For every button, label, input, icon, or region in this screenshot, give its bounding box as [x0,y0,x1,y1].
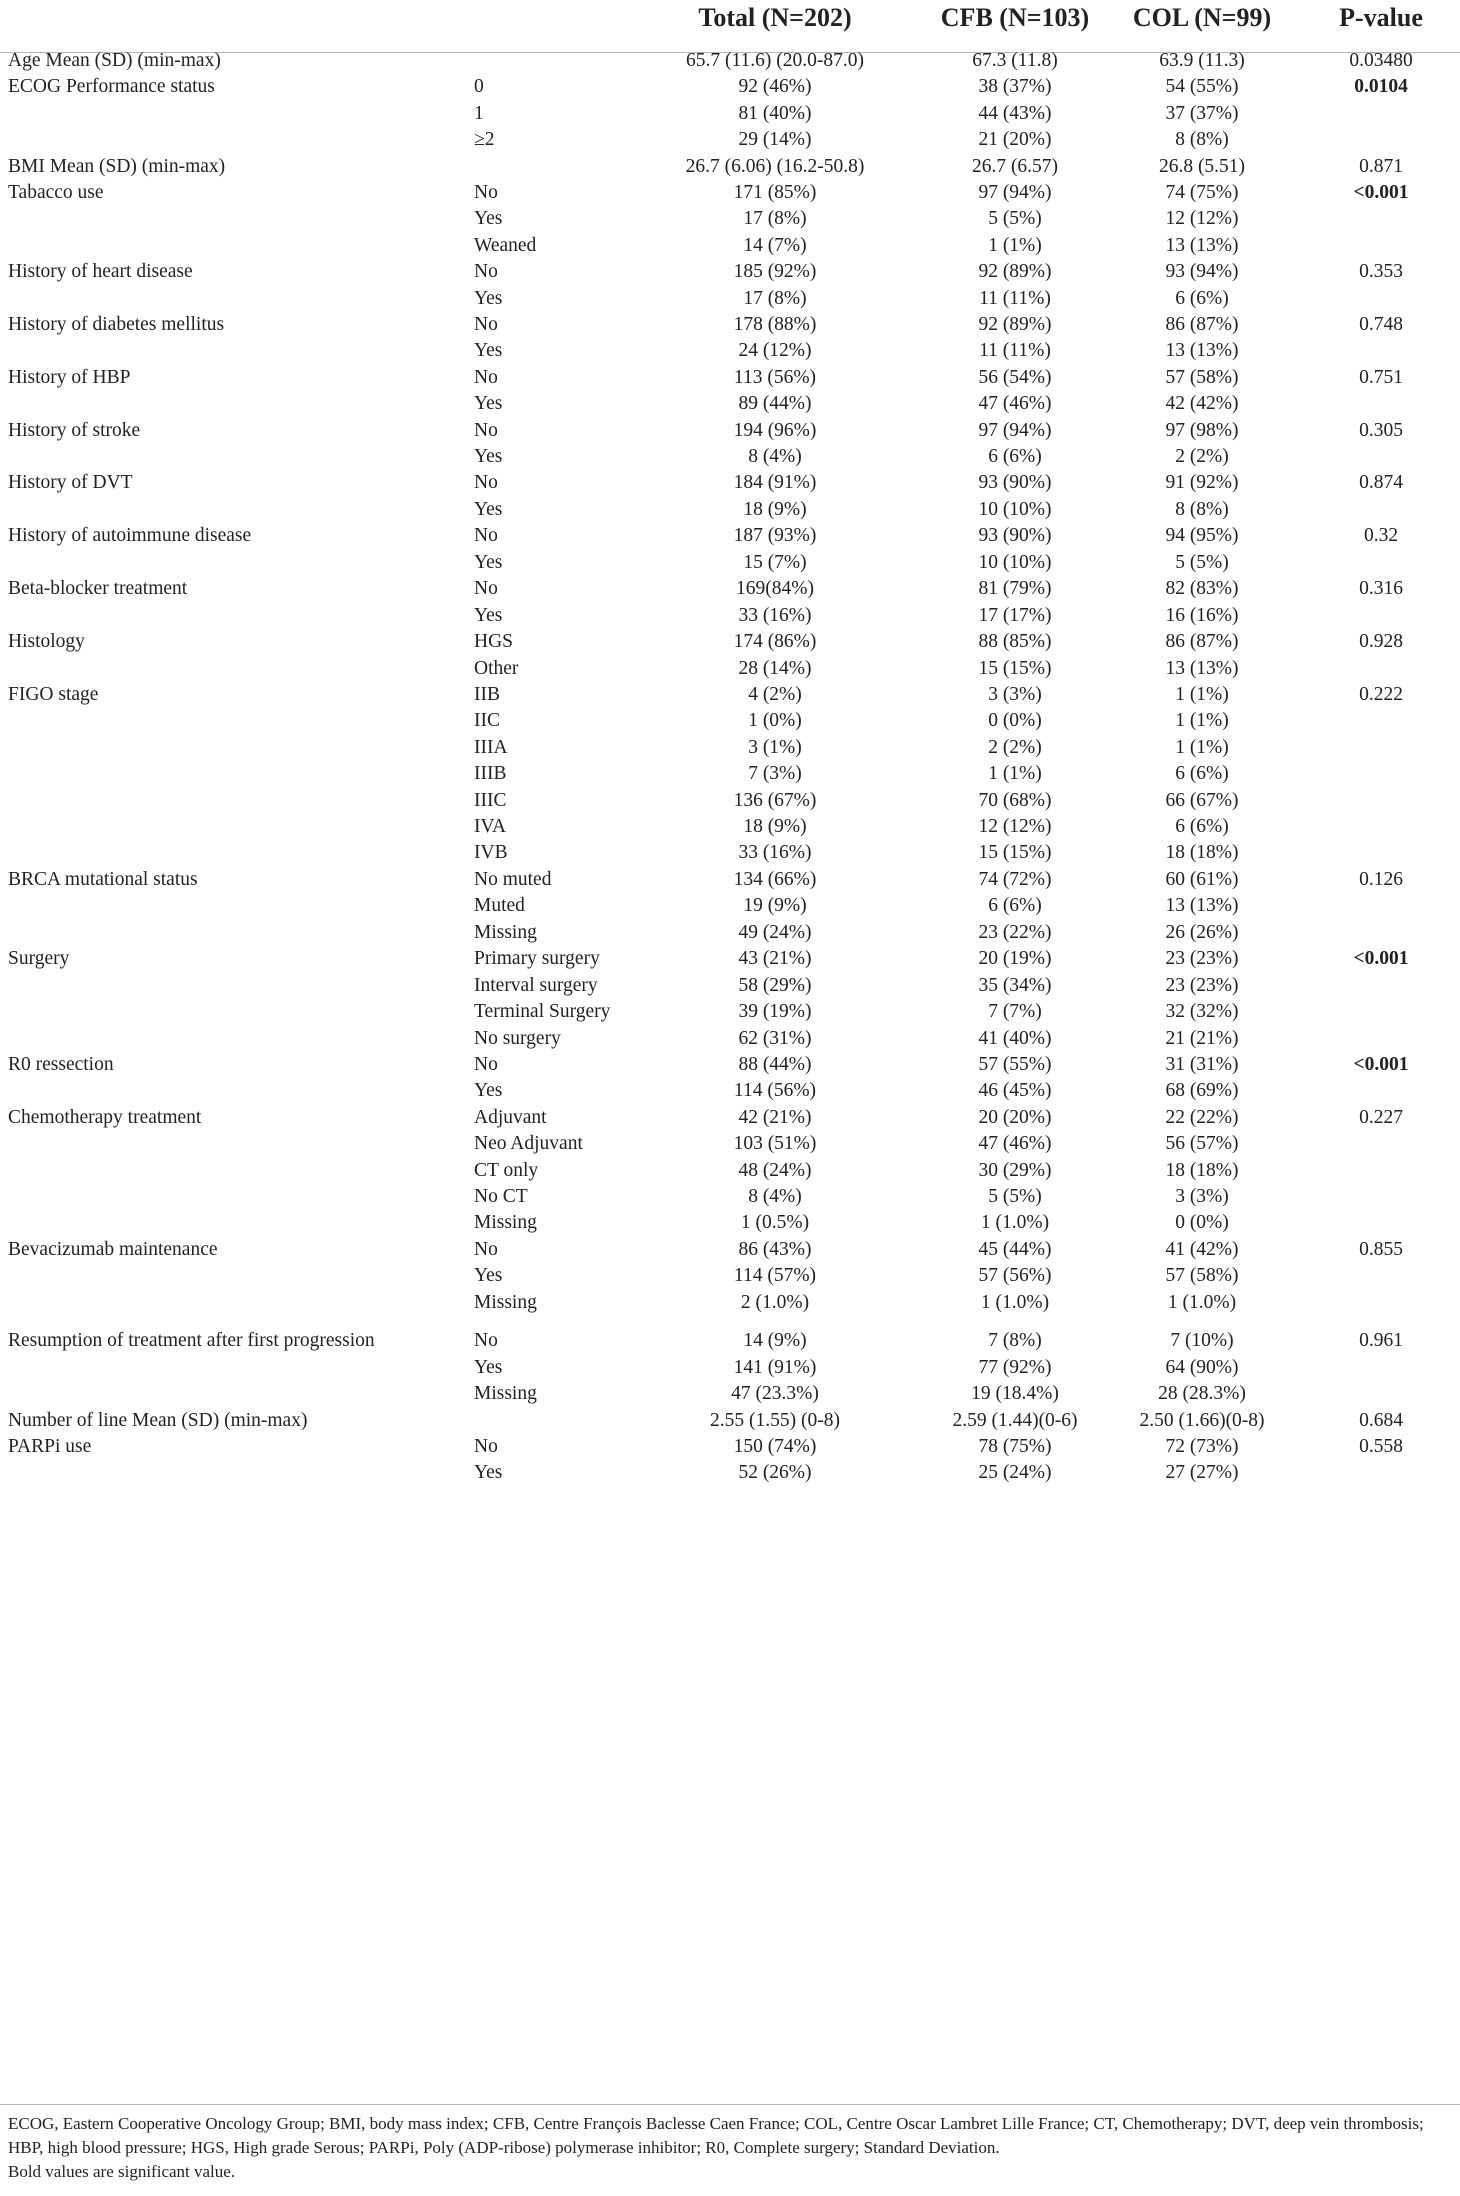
total-value: 4 (2%) [748,684,802,705]
cfb-value: 5 (5%) [988,208,1042,229]
variable-name: Histology [8,631,85,652]
p-value: 0.32 [1363,525,1399,546]
col-value: 41 (42%) [1165,1239,1239,1260]
cfb-value: 67.3 (11.8) [972,50,1058,71]
cfb-value: 3 (3%) [988,684,1042,705]
total-value: 103 (51%) [733,1133,817,1154]
total-value: 33 (16%) [738,605,812,626]
header-cfb: CFB (N=103) [940,3,1090,32]
col-value: 2.50 (1.66)(0-8) [1139,1410,1265,1431]
category-label: Missing [474,1212,537,1233]
footer-rule [0,2104,1460,2105]
category-label: No [474,367,498,388]
col-value: 1 (1%) [1175,737,1229,758]
category-label: Muted [474,895,525,916]
category-label: Yes [474,1357,503,1378]
cfb-value: 30 (29%) [978,1160,1052,1181]
category-label: ≥2 [474,129,495,150]
total-value: 141 (91%) [733,1357,817,1378]
category-label: Yes [474,499,503,520]
p-value [1318,1284,1444,1321]
total-value: 33 (16%) [738,842,812,863]
col-value: 12 (12%) [1165,208,1239,229]
category-label: No [474,261,498,282]
category-label: CT only [474,1160,539,1181]
variable-name: FIGO stage [8,684,99,705]
variable-name: History of heart disease [8,261,193,282]
variable-name: Age Mean (SD) (min-max) [8,50,221,71]
cfb-value: 44 (43%) [978,103,1052,124]
category-label: Missing [474,922,537,943]
p-value: 0.316 [1359,578,1403,599]
p-value: <0.001 [1353,948,1409,969]
cfb-value: 21 (20%) [978,129,1052,150]
variable-name: Number of line Mean (SD) (min-max) [8,1410,308,1431]
col-value: 23 (23%) [1165,975,1239,996]
category-label: IIIB [474,763,507,784]
cfb-value: 70 (68%) [978,790,1052,811]
category-label: Weaned [474,235,537,256]
category-label: Missing [474,1383,537,1404]
total-value: 114 (56%) [733,1080,817,1101]
category-label: Primary surgery [474,948,600,969]
cfb-value: 97 (94%) [978,182,1052,203]
col-value: 64 (90%) [1165,1357,1239,1378]
category-label: Yes [474,1462,503,1483]
category-label: No [474,578,498,599]
cfb-value: 57 (55%) [978,1054,1052,1075]
cfb-value: 17 (17%) [978,605,1052,626]
variable-name: Resumption of treatment after first progression [8,1330,375,1351]
category-label: No [474,314,498,335]
cfb-value: 78 (75%) [978,1436,1052,1457]
col-value: 13 (13%) [1165,235,1239,256]
cfb-value: 23 (22%) [978,922,1052,943]
col-value: 22 (22%) [1165,1107,1239,1128]
total-value: 81 (40%) [738,103,812,124]
total-value: 58 (29%) [738,975,812,996]
total-value: 48 (24%) [738,1160,812,1181]
total-value: 47 (23.3%) [731,1383,819,1404]
variable-name: Tabacco use [8,182,104,203]
col-value: 2 (2%) [1175,446,1229,467]
cfb-value: 1 (1.0%) [980,1292,1050,1313]
cfb-value: 81 (79%) [978,578,1052,599]
cfb-value: 20 (20%) [978,1107,1052,1128]
category-label: Yes [474,340,503,361]
category-label: No [474,420,498,441]
table-row [0,1454,1460,1491]
cfb-value: 47 (46%) [978,393,1052,414]
total-value: 88 (44%) [738,1054,812,1075]
total-value: 49 (24%) [738,922,812,943]
p-value: <0.001 [1353,182,1409,203]
p-value: 0.03480 [1349,50,1413,71]
total-value: 18 (9%) [743,816,807,837]
total-value: 194 (96%) [733,420,817,441]
category-label: HGS [474,631,514,652]
col-value: 91 (92%) [1165,472,1239,493]
col-value: 8 (8%) [1175,129,1229,150]
footnote-bold-note: Bold values are significant value. [8,2162,236,2181]
cfb-value: 93 (90%) [978,472,1052,493]
cfb-value: 7 (8%) [988,1330,1042,1351]
cfb-value: 19 (18.4%) [971,1383,1059,1404]
total-value: 86 (43%) [738,1239,812,1260]
variable-name: History of DVT [8,472,133,493]
col-value: 6 (6%) [1175,763,1229,784]
cfb-value: 1 (1%) [988,763,1042,784]
col-value: 27 (27%) [1165,1462,1239,1483]
variable-name: History of stroke [8,420,141,441]
total-value: 1 (0%) [748,710,802,731]
cfb-value: 11 (11%) [979,288,1051,309]
total-value: 150 (74%) [733,1436,817,1457]
col-value: 57 (58%) [1165,367,1239,388]
col-value: 26.8 (5.51) [1158,156,1246,177]
col-value: 5 (5%) [1175,552,1229,573]
p-value: 0.558 [1359,1436,1403,1457]
total-value: 14 (9%) [743,1330,807,1351]
table-row [0,1284,1460,1321]
variable-name: PARPi use [8,1436,92,1457]
col-value: 94 (95%) [1165,525,1239,546]
category-label: IIC [474,710,500,731]
cfb-value: 47 (46%) [978,1133,1052,1154]
category-label: No [474,472,498,493]
p-value: 0.0104 [1354,76,1408,97]
cfb-value: 74 (72%) [978,869,1052,890]
cfb-value: 15 (15%) [978,658,1052,679]
total-value: 2 (1.0%) [740,1292,810,1313]
total-value: 169(84%) [736,578,814,599]
col-value: 26 (26%) [1165,922,1239,943]
category-label: IVB [474,842,508,863]
variable-name: Beta-blocker treatment [8,578,188,599]
header-total: Total (N=202) [698,3,852,32]
cfb-value: 25 (24%) [978,1462,1052,1483]
total-value: 43 (21%) [738,948,812,969]
col-value: 56 (57%) [1165,1133,1239,1154]
total-value: 7 (3%) [748,763,802,784]
cfb-value: 92 (89%) [978,314,1052,335]
col-value: 7 (10%) [1170,1330,1234,1351]
col-value: 68 (69%) [1165,1080,1239,1101]
category-label: IIB [474,684,500,705]
cfb-value: 15 (15%) [978,842,1052,863]
category-label: No muted [474,869,552,890]
total-value: 52 (26%) [738,1462,812,1483]
category-label: IIIC [474,790,507,811]
total-value: 134 (66%) [733,869,817,890]
p-value: 0.222 [1359,684,1403,705]
total-value: 178 (88%) [733,314,817,335]
cfb-value: 88 (85%) [978,631,1052,652]
total-value: 171 (85%) [733,182,817,203]
col-value: 13 (13%) [1165,658,1239,679]
variable-name: BRCA mutational status [8,869,198,890]
p-value: 0.928 [1359,631,1403,652]
cfb-value: 6 (6%) [988,895,1042,916]
cfb-value: 12 (12%) [978,816,1052,837]
col-value: 72 (73%) [1165,1436,1239,1457]
col-value: 8 (8%) [1175,499,1229,520]
col-value: 97 (98%) [1165,420,1239,441]
col-value: 18 (18%) [1165,842,1239,863]
col-value: 37 (37%) [1165,103,1239,124]
category-label: No CT [474,1186,528,1207]
col-value: 31 (31%) [1165,1054,1239,1075]
cfb-value: 92 (89%) [978,261,1052,282]
col-value: 1 (1%) [1175,684,1229,705]
category-label: No [474,1239,498,1260]
total-value: 18 (9%) [743,499,807,520]
category-label: Yes [474,552,503,573]
total-value: 89 (44%) [738,393,812,414]
total-value: 8 (4%) [748,1186,802,1207]
category-label: 1 [474,103,484,124]
p-value: 0.305 [1359,420,1403,441]
col-value: 42 (42%) [1165,393,1239,414]
category-label: IVA [474,816,507,837]
category-label: No [474,1436,498,1457]
table-footnote [8,2112,1452,2184]
cfb-value: 0 (0%) [988,710,1042,731]
total-value: 65.7 (11.6) (20.0-87.0) [686,50,864,71]
p-value: 0.874 [1359,472,1403,493]
total-value: 113 (56%) [733,367,817,388]
total-value: 62 (31%) [738,1028,812,1049]
col-value: 32 (32%) [1165,1001,1239,1022]
variable-name: History of diabetes mellitus [8,314,225,335]
category-label: No [474,525,498,546]
p-value: 0.961 [1359,1330,1403,1351]
cfb-value: 6 (6%) [988,446,1042,467]
col-value: 63.9 (11.3) [1159,50,1245,71]
cfb-value: 2 (2%) [988,737,1042,758]
total-value: 136 (67%) [733,790,817,811]
p-value: 0.353 [1359,261,1403,282]
cfb-value: 46 (45%) [978,1080,1052,1101]
cfb-value: 11 (11%) [979,340,1051,361]
category-label: 0 [474,76,484,97]
col-value: 23 (23%) [1165,948,1239,969]
cfb-value: 93 (90%) [978,525,1052,546]
cfb-value: 38 (37%) [978,76,1052,97]
p-value: 0.126 [1359,869,1403,890]
variable-name: ECOG Performance status [8,76,215,97]
col-value: 16 (16%) [1165,605,1239,626]
total-value: 28 (14%) [738,658,812,679]
col-value: 6 (6%) [1175,816,1229,837]
cfb-value: 77 (92%) [978,1357,1052,1378]
cfb-value: 7 (7%) [988,1001,1042,1022]
col-value: 13 (13%) [1165,895,1239,916]
total-value: 174 (86%) [733,631,817,652]
total-value: 17 (8%) [743,288,807,309]
col-value: 93 (94%) [1165,261,1239,282]
cfb-value: 41 (40%) [978,1028,1052,1049]
header-pvalue: P-value [1339,3,1423,32]
category-label: Yes [474,1080,503,1101]
category-label: No [474,1054,498,1075]
cfb-value: 1 (1%) [988,235,1042,256]
p-value: 0.855 [1359,1239,1403,1260]
cfb-value: 10 (10%) [978,499,1052,520]
total-value: 3 (1%) [748,737,802,758]
category-label: Terminal Surgery [474,1001,611,1022]
col-value: 18 (18%) [1165,1160,1239,1181]
category-label: No surgery [474,1028,561,1049]
variable-name: Chemotherapy treatment [8,1107,202,1128]
col-value: 1 (1%) [1175,710,1229,731]
category-label: Interval surgery [474,975,598,996]
col-value: 66 (67%) [1165,790,1239,811]
total-value: 187 (93%) [733,525,817,546]
category-label: No [474,182,498,203]
variable-name: History of autoimmune disease [8,525,252,546]
total-value: 17 (8%) [743,208,807,229]
cfb-value: 35 (34%) [978,975,1052,996]
p-value: <0.001 [1353,1054,1409,1075]
col-value: 54 (55%) [1165,76,1239,97]
variable-name: BMI Mean (SD) (min-max) [8,156,226,177]
variable-name: R0 ressection [8,1054,114,1075]
category-label: Yes [474,1265,503,1286]
col-value: 28 (28.3%) [1158,1383,1246,1404]
col-value: 1 (1.0%) [1167,1292,1237,1313]
col-value: 6 (6%) [1175,288,1229,309]
cfb-value: 45 (44%) [978,1239,1052,1260]
col-value: 86 (87%) [1165,631,1239,652]
category-label: Yes [474,208,503,229]
total-value: 15 (7%) [743,552,807,573]
variable-name: Bevacizumab maintenance [8,1239,218,1260]
col-value: 60 (61%) [1165,869,1239,890]
p-value: 0.748 [1359,314,1403,335]
total-value: 1 (0.5%) [740,1212,810,1233]
category-label: Yes [474,393,503,414]
total-value: 185 (92%) [733,261,817,282]
cfb-value: 97 (94%) [978,420,1052,441]
col-value: 82 (83%) [1165,578,1239,599]
col-value: 74 (75%) [1165,182,1239,203]
footnote-abbreviations: ECOG, Eastern Cooperative Oncology Group; BMI, body mass index; CFB, Centre François Baclesse Caen France; COL, Centre Oscar Lambret Lille France; CT, Chemotherapy; DVT, deep vein thrombosis; HBP, high blood pressure; HGS, High grade Serous; PARPi, Poly (ADP-ribose) polymerase inhibitor; R0, Complete surgery; Standard Deviation. [8,2114,1424,2157]
cfb-value: 1 (1.0%) [980,1212,1050,1233]
cfb-value: 2.59 (1.44)(0-6) [952,1410,1078,1431]
total-value: 14 (7%) [743,235,807,256]
col-value: 21 (21%) [1165,1028,1239,1049]
category-label: No [474,1330,498,1351]
total-value: 2.55 (1.55) (0-8) [710,1410,840,1431]
col-value: 13 (13%) [1165,340,1239,361]
cfb-value: 10 (10%) [978,552,1052,573]
col-value: 3 (3%) [1175,1186,1229,1207]
cfb-value: 5 (5%) [988,1186,1042,1207]
category-label: Missing [474,1292,537,1313]
category-label: Other [474,658,519,679]
variable-name: History of HBP [8,367,131,388]
total-value: 114 (57%) [733,1265,817,1286]
cfb-value: 56 (54%) [978,367,1052,388]
col-value: 86 (87%) [1165,314,1239,335]
cfb-value: 20 (19%) [978,948,1052,969]
total-value: 8 (4%) [748,446,802,467]
p-value: 0.684 [1359,1410,1403,1431]
header-col: COL (N=99) [1132,3,1272,32]
category-label: Neo Adjuvant [474,1133,583,1154]
col-value: 0 (0%) [1175,1212,1229,1233]
category-label: Yes [474,288,503,309]
total-value: 29 (14%) [738,129,812,150]
variable-name: Surgery [8,948,70,969]
total-value: 39 (19%) [738,1001,812,1022]
cfb-value: 57 (56%) [978,1265,1052,1286]
total-value: 184 (91%) [733,472,817,493]
cfb-value: 26.7 (6.57) [971,156,1059,177]
total-value: 92 (46%) [738,76,812,97]
category-label: Adjuvant [474,1107,547,1128]
p-value: 0.227 [1359,1107,1403,1128]
total-value: 42 (21%) [738,1107,812,1128]
total-value: 19 (9%) [743,895,807,916]
col-value: 57 (58%) [1165,1265,1239,1286]
p-value: 0.871 [1359,156,1403,177]
p-value [1318,1454,1444,1491]
total-value: 24 (12%) [738,340,812,361]
category-label: Yes [474,605,503,626]
category-label: Yes [474,446,503,467]
total-value: 26.7 (6.06) (16.2-50.8) [685,156,865,177]
category-label: IIIA [474,737,508,758]
p-value: 0.751 [1359,367,1403,388]
